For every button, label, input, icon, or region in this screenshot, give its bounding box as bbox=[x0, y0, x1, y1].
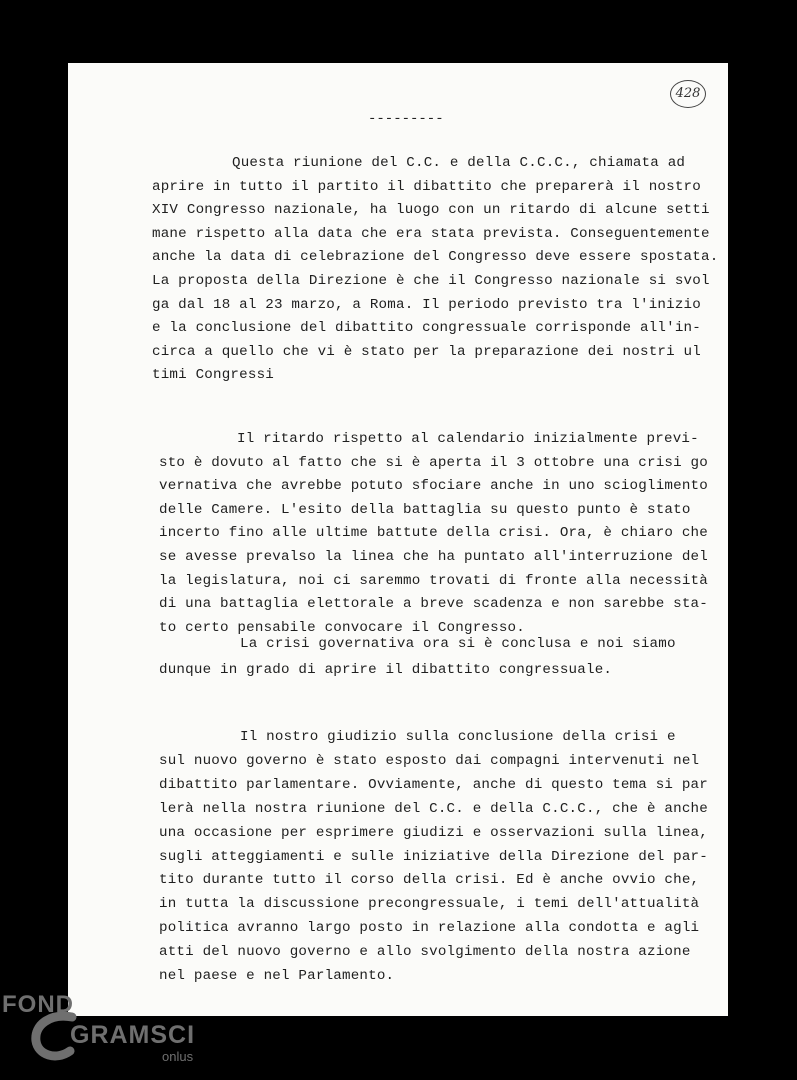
text-line: sugli atteggiamenti e sulle iniziative della Direzione del par- bbox=[159, 848, 708, 865]
watermark-gramsci: GRAMSCI bbox=[70, 1021, 196, 1049]
text-line: sul nuovo governo è stato esposto dai compagni intervenuti nel bbox=[159, 752, 700, 769]
page-number-stamp: 428 bbox=[670, 80, 706, 108]
text-line: delle Camere. L'esito della battaglia su questo punto è stato bbox=[159, 501, 691, 518]
text-line: politica avranno largo posto in relazione alla condotta e agli bbox=[159, 920, 700, 937]
text-line: anche la data di celebrazione del Congresso deve essere spostata. bbox=[152, 249, 719, 266]
separator-dashes: --------- bbox=[368, 111, 444, 127]
watermark-onlus: onlus bbox=[162, 1049, 194, 1064]
text-line: se avesse prevalso la linea che ha puntato all'interruzione del bbox=[159, 549, 708, 565]
text-line: XIV Congresso nazionale, ha luogo con un ritardo di alcune setti bbox=[152, 202, 710, 219]
text-line: Il nostro giudizio sulla conclusione della crisi e bbox=[240, 729, 676, 745]
text-line: lerà nella nostra riunione del C.C. e della C.C.C., che è anche bbox=[159, 800, 708, 817]
text-line: dibattito parlamentare. Ovviamente, anche di questo tema si par bbox=[159, 776, 708, 793]
text-line: nel paese e nel Parlamento. bbox=[159, 968, 395, 984]
watermark-fond: FOND bbox=[2, 991, 74, 1018]
text-line: in tutta la discussione precongressuale, i temi dell'attualità bbox=[159, 896, 700, 913]
text-line: La crisi governativa ora si è conclusa e noi siamo bbox=[240, 636, 676, 652]
text-line: dunque in grado di aprire il dibattito congressuale. bbox=[159, 661, 613, 678]
text-line: sto è dovuto al fatto che si è aperta il 3 ottobre una crisi go bbox=[159, 454, 708, 471]
text-line: to certo pensabile convocare il Congresso. bbox=[159, 619, 525, 636]
text-line: la legislatura, noi ci saremmo trovati di fronte alla necessità bbox=[159, 572, 708, 589]
text-line: una occasione per esprimere giudizi e osservazioni sulla linea, bbox=[159, 824, 708, 841]
text-line: di una battaglia elettorale a breve scadenza e non sarebbe sta- bbox=[159, 596, 708, 613]
text-line: circa a quello che vi è stato per la preparazione dei nostri ul bbox=[152, 343, 701, 360]
text-line: e la conclusione del dibattito congressuale corrisponde all'in- bbox=[152, 320, 701, 337]
text-line: timi Congressi bbox=[152, 367, 274, 384]
watermark-logo bbox=[0, 985, 220, 1080]
text-line: Il ritardo rispetto al calendario inizialmente previ- bbox=[237, 431, 699, 447]
text-line: ga dal 18 al 23 marzo, a Roma. Il periodo previsto tra l'inizio bbox=[152, 296, 701, 313]
text-line: aprire in tutto il partito il dibattito che preparerà il nostro bbox=[152, 178, 701, 195]
text-line: atti del nuovo governo e allo svolgimento della nostra azione bbox=[159, 944, 691, 961]
text-line: Questa riunione del C.C. e della C.C.C., chiamata ad bbox=[232, 155, 686, 171]
text-line: vernativa che avrebbe potuto sfociare anche in uno scioglimento bbox=[159, 478, 708, 495]
text-line: La proposta della Direzione è che il Congresso nazionale si svol bbox=[152, 273, 710, 289]
text-line: incerto fino alle ultime battute della crisi. Ora, è chiaro che bbox=[159, 525, 708, 542]
text-line: tito durante tutto il corso della crisi. Ed è anche ovvio che, bbox=[159, 872, 700, 889]
text-line: mane rispetto alla data che era stata prevista. Conseguentemente bbox=[152, 225, 710, 242]
